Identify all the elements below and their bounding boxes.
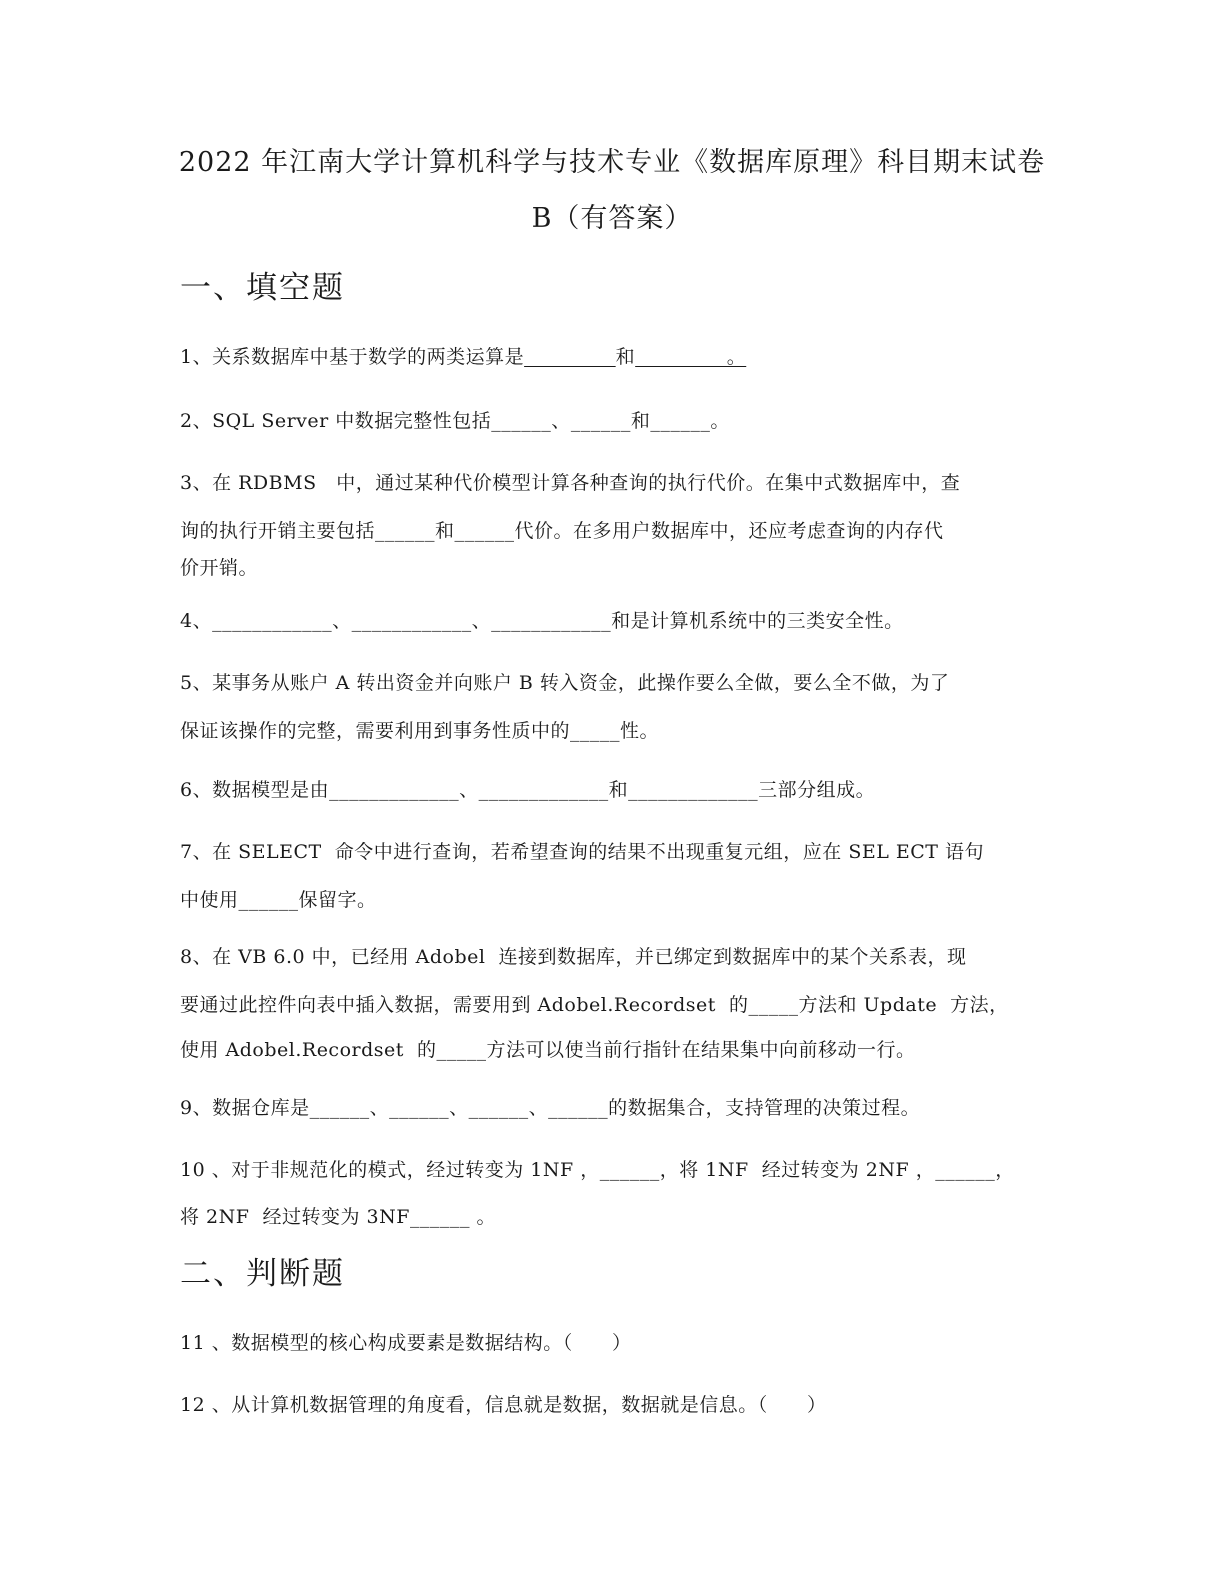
question-5-text: 性。 — [620, 720, 660, 742]
question-10-line-1 — [180, 1155, 1015, 1182]
question-10-text: 10 、对于非规范化的模式，经过转变为 1NF ， — [180, 1159, 600, 1181]
answer-blank: _____ — [570, 720, 621, 742]
answer-blank: _____________ — [628, 779, 759, 801]
question-3-text: 和 — [435, 520, 455, 542]
question-4-text: 、 — [471, 610, 492, 632]
answer-blank: ______ — [309, 1097, 370, 1119]
question-6 — [180, 775, 875, 802]
question-9-text: 、 — [528, 1097, 549, 1119]
exam-title-line-2: B（有答案） — [531, 203, 693, 234]
answer-blank: ______ — [548, 1097, 609, 1119]
question-6-text: 6、数据模型是由 — [180, 779, 330, 801]
question-4-text: 和是计算机系统中的三类安全性。 — [611, 610, 904, 632]
section-heading-fill-in: 一、填空题 — [180, 270, 345, 306]
question-1-text: 1、关系数据库中基于数学的两类运算是 — [180, 346, 525, 368]
question-6-text: 三部分组成。 — [758, 779, 876, 801]
question-10-line-2: 将 2NF 经过转变为 3NF______ 。 — [180, 1206, 496, 1228]
question-7-text: 中使用 — [180, 889, 239, 911]
question-8-line-2 — [180, 990, 1009, 1017]
question-9-text: 9、数据仓库是 — [180, 1097, 310, 1119]
answer-blank: ______ — [454, 520, 515, 542]
question-2 — [180, 406, 730, 433]
answer-blank: ____________ — [351, 610, 472, 632]
question-10-text: ， — [995, 1159, 1015, 1181]
question-3-text: 询的执行开销主要包括 — [180, 520, 376, 542]
question-2-text: 、 — [551, 410, 571, 432]
question-4-text: 、 — [332, 610, 352, 632]
question-8-text: 使用 Adobel.Recordset 的 — [180, 1039, 437, 1061]
question-10-text: ，将 1NF 经过转变为 2NF ， — [659, 1159, 936, 1181]
answer-blank: _____ — [436, 1039, 487, 1061]
question-5-line-1: 5、某事务从账户 A 转出资金并向账户 B 转入资金，此操作要么全做，要么全不做，为了 — [180, 672, 950, 694]
question-7-text: 保留字。 — [298, 889, 377, 911]
question-1 — [180, 342, 746, 369]
section-heading-true-false: 二、判断题 — [180, 1256, 345, 1292]
question-3-line-2 — [180, 516, 944, 543]
question-2-text: 和 — [630, 410, 651, 432]
question-7-line-1: 7、在 SELECT 命令中进行查询，若希望查询的结果不出现重复元组，应在 SEL ECT 语句 — [180, 841, 984, 863]
question-8-line-3 — [180, 1035, 916, 1062]
answer-blank — [524, 346, 616, 368]
question-7-line-2 — [180, 885, 377, 912]
question-6-text: 、 — [459, 779, 479, 801]
question-3-line-1: 3、在 RDBMS 中，通过某种代价模型计算各种查询的执行代价。在集中式数据库中，查 — [180, 472, 961, 494]
question-9-text: 、 — [369, 1097, 390, 1119]
question-8-text: 方法可以使当前行指针在结果集中向前移动一行。 — [486, 1039, 916, 1061]
answer-blank: ______ — [375, 520, 436, 542]
question-3-line-3: 价开销。 — [180, 557, 259, 579]
answer-blank: ____________ — [491, 610, 612, 632]
answer-blank: _____________ — [329, 779, 460, 801]
question-11: 11 、数据模型的核心构成要素是数据结构。（ ） — [180, 1332, 632, 1354]
question-1-text: 和 — [615, 346, 636, 368]
question-4-text: 4、 — [180, 610, 213, 632]
question-5-text: 保证该操作的完整，需要利用到事务性质中的 — [180, 720, 571, 742]
answer-blank: _____ — [748, 994, 799, 1016]
question-2-text: 2、SQL Server 中数据完整性包括 — [180, 410, 492, 432]
answer-blank: ______ — [491, 410, 552, 432]
answer-blank: ______ — [935, 1159, 996, 1181]
question-9-text: 的数据集合，支持管理的决策过程。 — [608, 1097, 921, 1119]
question-6-text: 和 — [608, 779, 629, 801]
answer-blank: ______ — [238, 889, 299, 911]
question-12: 12 、从计算机数据管理的角度看，信息就是数据，数据就是信息。（ ） — [180, 1394, 827, 1416]
question-2-text: 。 — [710, 410, 730, 432]
question-3-text: 代价。在多用户数据库中，还应考虑查询的内存代 — [514, 520, 944, 542]
question-8-text: 要通过此控件向表中插入数据，需要用到 Adobel.Recordset 的 — [180, 994, 749, 1016]
answer-blank: ____________ — [212, 610, 333, 632]
answer-blank: ______ — [570, 410, 631, 432]
answer-blank: _____________ — [478, 779, 609, 801]
question-9-text: 、 — [449, 1097, 469, 1119]
answer-blank: 。 — [635, 346, 747, 368]
answer-blank: ______ — [650, 410, 711, 432]
question-9 — [180, 1093, 920, 1120]
exam-title-line-1: 2022 年江南大学计算机科学与技术专业《数据库原理》科目期末试卷 — [178, 147, 1046, 178]
question-4 — [180, 606, 904, 633]
question-8-line-1: 8、在 VB 6.0 中，已经用 Adobel 连接到数据库，并已绑定到数据库中的某个关系表，现 — [180, 946, 967, 968]
answer-blank: ______ — [468, 1097, 529, 1119]
question-8-text: 方法和 Update 方法， — [798, 994, 1009, 1016]
answer-blank: ______ — [599, 1159, 660, 1181]
question-5-line-2 — [180, 716, 659, 743]
answer-blank: ______ — [389, 1097, 450, 1119]
